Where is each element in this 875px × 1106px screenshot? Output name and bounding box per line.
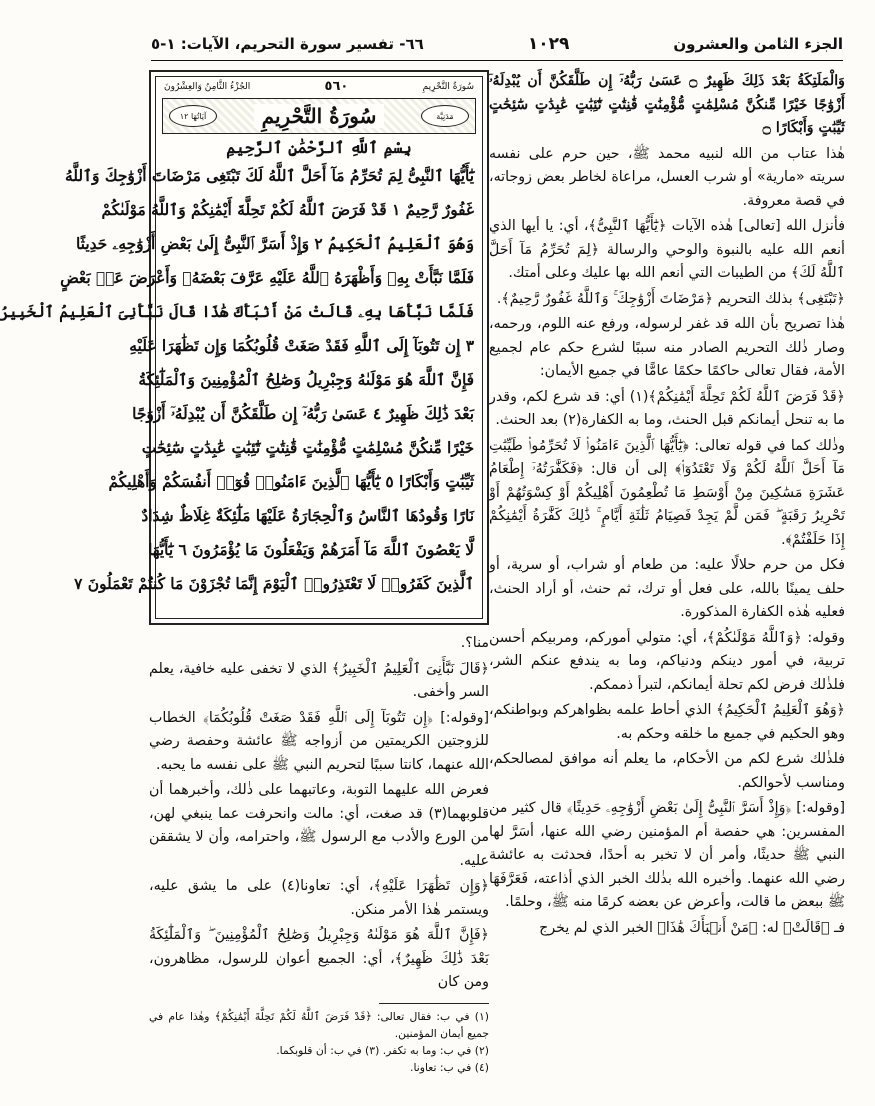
mushaf-line: بَعْدَ ذَٰلِكَ ظَهِيرٌ ٤ عَسَىٰ رَبُّهُۥٓ إِن طَلَّقَكُنَّ أَن يُبْدِلَهُۥٓ أَزْوَٰجًا xyxy=(132,405,474,423)
sura-title: سُورَةُ التَّحْرِيمِ xyxy=(254,104,385,128)
footnote: (٤) في ب: تعاونا. xyxy=(410,1060,489,1074)
mushaf-sura-label: سُورَةُ التَّحْرِيمِ xyxy=(422,81,474,92)
mushaf-line: ثَيِّبَٰتٍ وَأَبْكَارًا ٥ يَٰٓأَيُّهَا ٱلَّذِينَ ءَامَنُوا۟ قُوٓا۟ أَنفُسَكُمْ وَأَهْلِيكُمْ xyxy=(108,473,474,491)
sura-title-frame xyxy=(162,98,476,134)
page-number: ١٠٢٩ xyxy=(527,34,570,54)
left-column xyxy=(149,632,489,1076)
mushaf-line: وَهُوَ ٱلْعَلِيمُ ٱلْحَكِيمُ ٢ وَإِذْ أَسَرَّ ٱلنَّبِىُّ إِلَىٰ بَعْضِ أَزْوَٰجِهِۦ حَدِيثًا xyxy=(75,235,474,253)
mushaf-line: لَّا يَعْصُونَ ٱللَّهَ مَآ أَمَرَهُمْ وَيَفْعَلُونَ مَا يُؤْمَرُونَ ٦ يَٰٓأَيُّهَا xyxy=(148,541,474,559)
mushaf-line: ٣ إِن تَتُوبَآ إِلَى ٱللَّهِ فَقَدْ صَغَتْ قُلُوبُكُمَا وَإِن تَظَٰهَرَا عَلَيْهِ xyxy=(129,337,474,355)
paragraph: فلذٰلك شرع لكم من الأحكام، ما يعلم أنه موافق لمصالحكم، ومناسب لأحوالكم. xyxy=(489,751,845,791)
paragraph: ﴿وَهُوَ ٱلْعَلِيمُ ٱلْحَكِيمُ﴾ الذي أحاط علمه بظواهركم وبواطنكم، وهو الحكيم في جميع ما خلقه وحكم به. xyxy=(489,702,845,742)
paragraph: هٰذا تصريح بأن الله قد غفر لرسوله، ورفع عنه اللوم، ورحمه، وصار ذٰلك التحريم الصادر منه سببًا لشرع حكم عام لجميع الأمة، فقال تعالى حاكمًا حكمًا عامًّا في جميع الأيمان: xyxy=(489,316,845,379)
paragraph: وَالْمَلَتِكَةُ بَعْدَ ذَلِكَ ظَهِيرٌ ۝ عَسَىٰ رَبُّهُۥٓ إِن طَلَّقَكُنَّ أَن يُبْدِلَهُۥٓ أَزْوَٰجًا خَيْرًا مِّنكُنَّ مُسْلِمَٰتٍ مُّؤْمِنَٰتٍ قَٰنِتَٰتٍ تَٰٓئِبَٰتٍ عَٰبِدَٰتٍ سَٰٓئِحَٰتٍ ثَيِّبَٰتٍ وَأَبْكَارًا ۝ xyxy=(489,73,845,136)
paragraph: فـ ﴿قَالَتْ﴾ له: ﴿مَنْ أَنۢبَأَكَ هَٰذَا﴾ الخبر الذي لم يخرج xyxy=(539,919,845,936)
paragraph: [وقوله:] ﴿إِن تَتُوبَآ إِلَى ٱللَّهِ فَقَدْ صَغَتْ قُلُوبُكُمَا﴾ الخطاب للزوجتين الكريمتين من أزواجه ﷺ عائشة وحفصة رضي الله عنهما، كانتا سببًا لتحريم النبي ﷺ على نفسه ما يحبه. xyxy=(149,709,489,773)
mushaf-page-number: ٥٦٠ xyxy=(324,79,349,94)
paragraph: منا؟. xyxy=(460,635,489,651)
paragraph: ﴿فَإِنَّ ٱللَّهَ هُوَ مَوْلَىٰهُ وَجِبْرِيلُ وَصَٰلِحُ ٱلْمُؤْمِنِينَ ۖ وَٱلْمَلَٰٓئِكَةُ بَعْدَ ذَٰلِكَ ظَهِيرٌ﴾، أي: الجميع أعوان للرسول، مظاهرون، ومن كان xyxy=(149,927,489,990)
paragraph: فعرض الله عليهما التوبة، وعاتبهما على ذٰلك، وأخبرهما أن قلوبهما(٣) قد صغت، أي: مالت وانحرفت عما ينبغي لهن، من الورع والأدب مع الرسول ﷺ، واحترامه، وأن لا يشققن عليه. xyxy=(149,782,489,869)
footnote: (٢) في ب: وما به تكفر. (٣) في ب: أن قلوبكما. xyxy=(276,1043,489,1057)
mushaf-line: خَيْرًا مِّنكُنَّ مُسْلِمَٰتٍ مُّؤْمِنَٰتٍ قَٰنِتَٰتٍ تَٰٓئِبَٰتٍ عَٰبِدَٰتٍ سَٰٓئِحَٰتٍ xyxy=(141,439,474,457)
paragraph: ﴿قَالَ نَبَّأَنِىَ ٱلْعَلِيمُ ٱلْخَبِيرُ﴾ الذي لا تخفى عليه خافية، يعلم السر وأخفى. xyxy=(149,660,489,700)
paragraph: وذٰلك كما في قوله تعالى: ﴿يَٰٓأَيُّهَا ٱلَّذِينَ ءَامَنُوا۟ لَا تُحَرِّمُوا۟ طَيِّبَٰتِ مَآ أَحَلَّ ٱللَّهُ لَكُمْ وَلَا تَعْتَدُوٓا۟﴾ إلى أن قال: ﴿فَكَفَّٰرَتُهُۥٓ إِطْعَامُ عَشَرَةِ مَسَٰكِينَ مِنْ أَوْسَطِ مَا تُطْعِمُونَ أَهْلِيكُمْ أَوْ كِسْوَتُهُمْ أَوْ تَحْرِيرُ رَقَبَةٍ ۖ فَمَن لَّمْ يَجِدْ فَصِيَامُ ثَلَٰثَةِ أَيَّامٍ ۚ ذَٰلِكَ كَفَّٰرَةُ أَيْمَٰنِكُمْ إِذَا حَلَفْتُمْ﴾. xyxy=(489,437,845,548)
basmala: بِسْمِ ٱللَّهِ ٱلرَّحْمَٰنِ ٱلرَّحِيمِ xyxy=(226,138,412,157)
page-header xyxy=(151,30,843,58)
paragraph: هٰذا عتاب من الله لنبيه محمد ﷺ، حين حرم على نفسه سريته «مارية» أو شرب العسل، مراعاة لخاطر بعض زوجاته، في قصة معروفة. xyxy=(489,145,845,209)
header-surah-title: ٦٦- تفسير سورة التحريم، الآيات: ١-٥ xyxy=(151,35,424,53)
mushaf-page-box xyxy=(0,70,489,625)
mushaf-top-bar xyxy=(156,77,482,96)
mushaf-line: فَلَمَّا نَبَّأَتْ بِهِۦ وَأَظْهَرَهُ ٱللَّهُ عَلَيْهِ عَرَّفَ بَعْضَهُۥ وَأَعْرَضَ عَنۢ بَعْضٍ xyxy=(60,269,474,287)
paragraph: فأنزل الله [تعالى] هٰذه الآيات ﴿يَٰٓأَيُّهَا ٱلنَّبِىُّ﴾، أي: يا أيها الذي أنعم الله عليه بالنبوة والوحي والرسالة ﴿لِمَ تُحَرِّمُ مَآ أَحَلَّ ٱللَّهُ لَكَ﴾ من الطيبات التي أنعم الله بها عليك وعلى أمتك. xyxy=(489,218,845,281)
paragraph: وقوله: ﴿وَٱللَّهُ مَوْلَىٰكُمْ﴾، أي: متولي أموركم، ومربيكم أحسن تربية، في أمور دينكم ودنياكم، وما به يندفع عنكم الشر، فلذٰلك فرض لكم تحلة أيمانكم، لتبرأ ذممكم. xyxy=(489,629,845,693)
right-column xyxy=(489,70,845,942)
mushaf-line: فَلَمَّا نَبَّأَهَا بِهِۦ قَالَتْ مَنْ أَنۢبَأَكَ هَٰذَا قَالَ نَبَّأَنِىَ ٱلْعَلِيمُ ٱلْخَبِيرُ xyxy=(0,303,474,321)
mushaf-line: نَارًا وَقُودُهَا ٱلنَّاسُ وَٱلْحِجَارَةُ عَلَيْهَا مَلَٰٓئِكَةٌ غِلَاظٌ شِدَادٌ xyxy=(141,507,474,525)
paragraph: ﴿قَدْ فَرَضَ ٱللَّهُ لَكُمْ تَحِلَّةَ أَيْمَٰنِكُمْ﴾(١) أي: قد شرع لكم، وقدر ما به تنحل أيمانكم قبل الحنث، وما به الكفارة(٢) بعد الحنث. xyxy=(489,388,845,428)
mushaf-line: ٱلَّذِينَ كَفَرُوا۟ لَا تَعْتَذِرُوا۟ ٱلْيَوْمَ إِنَّمَا تُجْزَوْنَ مَا كُنتُمْ تَعْمَلُونَ ٧ xyxy=(74,575,474,593)
header-rule xyxy=(151,60,843,61)
mushaf-juz-label: الجُزْءُ الثَّامِنُ وَالعِشْرُونَ xyxy=(164,81,251,92)
footnote-separator xyxy=(379,1003,489,1004)
sura-type-badge: مَدَنِيَّة xyxy=(421,105,469,127)
paragraph: ﴿تَبْتَغِى﴾ بذلك التحريم ﴿مَرْضَاتَ أَزْوَٰجِكَ ۚ وَٱللَّهُ غَفُورٌ رَّحِيمٌ﴾. xyxy=(496,290,845,307)
footnote: (١) في ب: فقال تعالى: ﴿قَدْ فَرَضَ ٱللَّهُ لَكُمْ تَحِلَّةَ أَيْمَٰنِكُمْ﴾ وهٰذا عام في جميع أيمان المؤمنين. xyxy=(149,1009,489,1040)
paragraph: ﴿وَإِن تَظَٰهَرَا عَلَيْهِ﴾، أي: تعاونا(٤) على ما يشق عليه، ويستمر هٰذا الأمر منكن. xyxy=(149,878,489,918)
sura-verse-count-badge: آيَاتُهَا ١٢ xyxy=(169,105,217,127)
mushaf-inner-frame xyxy=(0,76,483,619)
mushaf-line: غَفُورٌ رَّحِيمٌ ١ قَدْ فَرَضَ ٱللَّهُ لَكُمْ تَحِلَّةَ أَيْمَٰنِكُمْ وَٱللَّهُ مَوْلَىٰكُمْ xyxy=(101,201,474,219)
mushaf-line: يَٰٓأَيُّهَا ٱلنَّبِىُّ لِمَ تُحَرِّمُ مَآ أَحَلَّ ٱللَّهُ لَكَ تَبْتَغِى مَرْضَاتَ أَزْوَٰجِكَ وَٱللَّهُ xyxy=(65,167,474,185)
header-part-title: الجزء الثامن والعشرون xyxy=(673,35,843,53)
paragraph: فكل من حرم حلالًا عليه: من طعام أو شراب، أو سرية، أو حلف يمينًا بالله، على فعل أو ترك، ثم حنث، أو أراد الحنث، فعليه هٰذه الكفارة المذكورة. xyxy=(489,557,845,620)
mushaf-line: فَإِنَّ ٱللَّهَ هُوَ مَوْلَىٰهُ وَجِبْرِيلُ وَصَٰلِحُ ٱلْمُؤْمِنِينَ وَٱلْمَلَٰٓئِكَةُ xyxy=(138,371,474,389)
paragraph: [وقوله:] ﴿وَإِذْ أَسَرَّ ٱلنَّبِىُّ إِلَىٰ بَعْضِ أَزْوَٰجِهِۦ حَدِيثًا﴾ قال كثير من المفسرين: هي حفصة أم المؤمنين رضي الله عنها، أسَرَّ لها النبي ﷺ حديثًا، وأمر أن لا تخبر به أحدًا، فحدثت به عائشة رضي الله عنهما. وأخبره الله بذٰلك الخبر الذي أذاعته، فَعَرَّفَهَا ﷺ ببعض ما قالت، وأعرض عن بعضه كرمًا منه ﷺ، وحلمًا. xyxy=(489,800,845,910)
